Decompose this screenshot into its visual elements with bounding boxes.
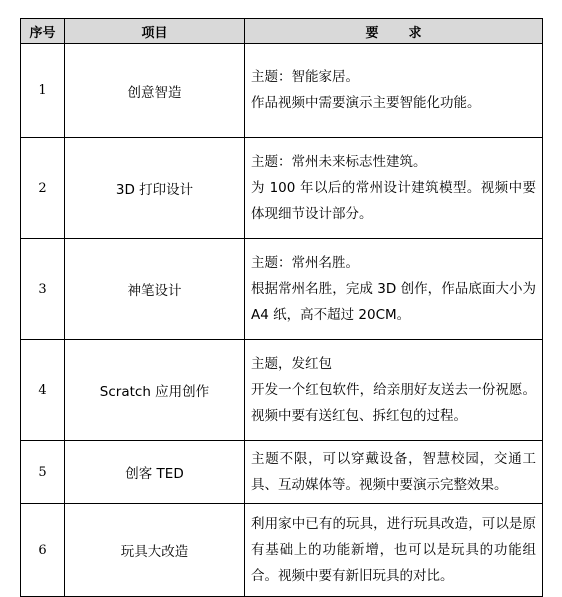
row-number: 1 <box>21 44 65 138</box>
requirement-line: 为 100 年以后的常州设计建筑模型。视频中要体现细节设计部分。 <box>251 179 536 222</box>
row-item: 3D 打印设计 <box>65 138 245 239</box>
row-requirements <box>245 44 543 138</box>
row-number: 5 <box>21 441 65 504</box>
header-requirements: 要求 <box>245 19 543 44</box>
table-row <box>21 239 543 340</box>
row-number: 6 <box>21 504 65 597</box>
row-requirements <box>245 340 543 441</box>
requirement-line: 主题：常州未来标志性建筑。 <box>251 153 427 170</box>
row-item: Scratch 应用创作 <box>65 340 245 441</box>
requirement-line: 利用家中已有的玩具，进行玩具改造，可以是原有基础上的功能新增，也可以是玩具的功能组合。视频中要有新旧玩具的对比。 <box>251 515 536 584</box>
row-requirements <box>245 239 543 340</box>
requirement-line: 主题：智能家居。 <box>251 69 359 85</box>
requirement-line: 根据常州名胜，完成 3D 创作，作品底面大小为 A4 纸，高不超过 20CM。 <box>251 280 536 323</box>
requirement-line: 开发一个红包软件，给亲朋好友送去一份祝愿。视频中要有送红包、拆红包的过程。 <box>251 381 536 424</box>
row-item: 创意智造 <box>65 44 245 138</box>
table-header-row <box>21 19 543 44</box>
requirements-table <box>20 18 543 597</box>
row-item: 玩具大改造 <box>65 504 245 597</box>
header-serial-number: 序号 <box>21 19 65 44</box>
table-row <box>21 44 543 138</box>
row-number: 3 <box>21 239 65 340</box>
requirement-line: 作品视频中需要演示主要智能化功能。 <box>251 95 481 111</box>
requirement-line: 主题不限，可以穿戴设备，智慧校园，交通工具、互动媒体等。视频中要演示完整效果。 <box>251 450 536 493</box>
row-item: 神笔设计 <box>65 239 245 340</box>
table-row <box>21 138 543 239</box>
table-row <box>21 340 543 441</box>
row-number: 2 <box>21 138 65 239</box>
row-requirements <box>245 504 543 597</box>
row-requirements <box>245 138 543 239</box>
header-item: 项目 <box>65 19 245 44</box>
table-row <box>21 441 543 504</box>
requirement-line: 主题，发红包 <box>251 355 332 372</box>
row-requirements <box>245 441 543 504</box>
requirement-line: 主题：常州名胜。 <box>251 254 359 271</box>
requirements-table-container <box>20 18 542 597</box>
row-number: 4 <box>21 340 65 441</box>
row-item: 创客 TED <box>65 441 245 504</box>
table-row <box>21 504 543 597</box>
